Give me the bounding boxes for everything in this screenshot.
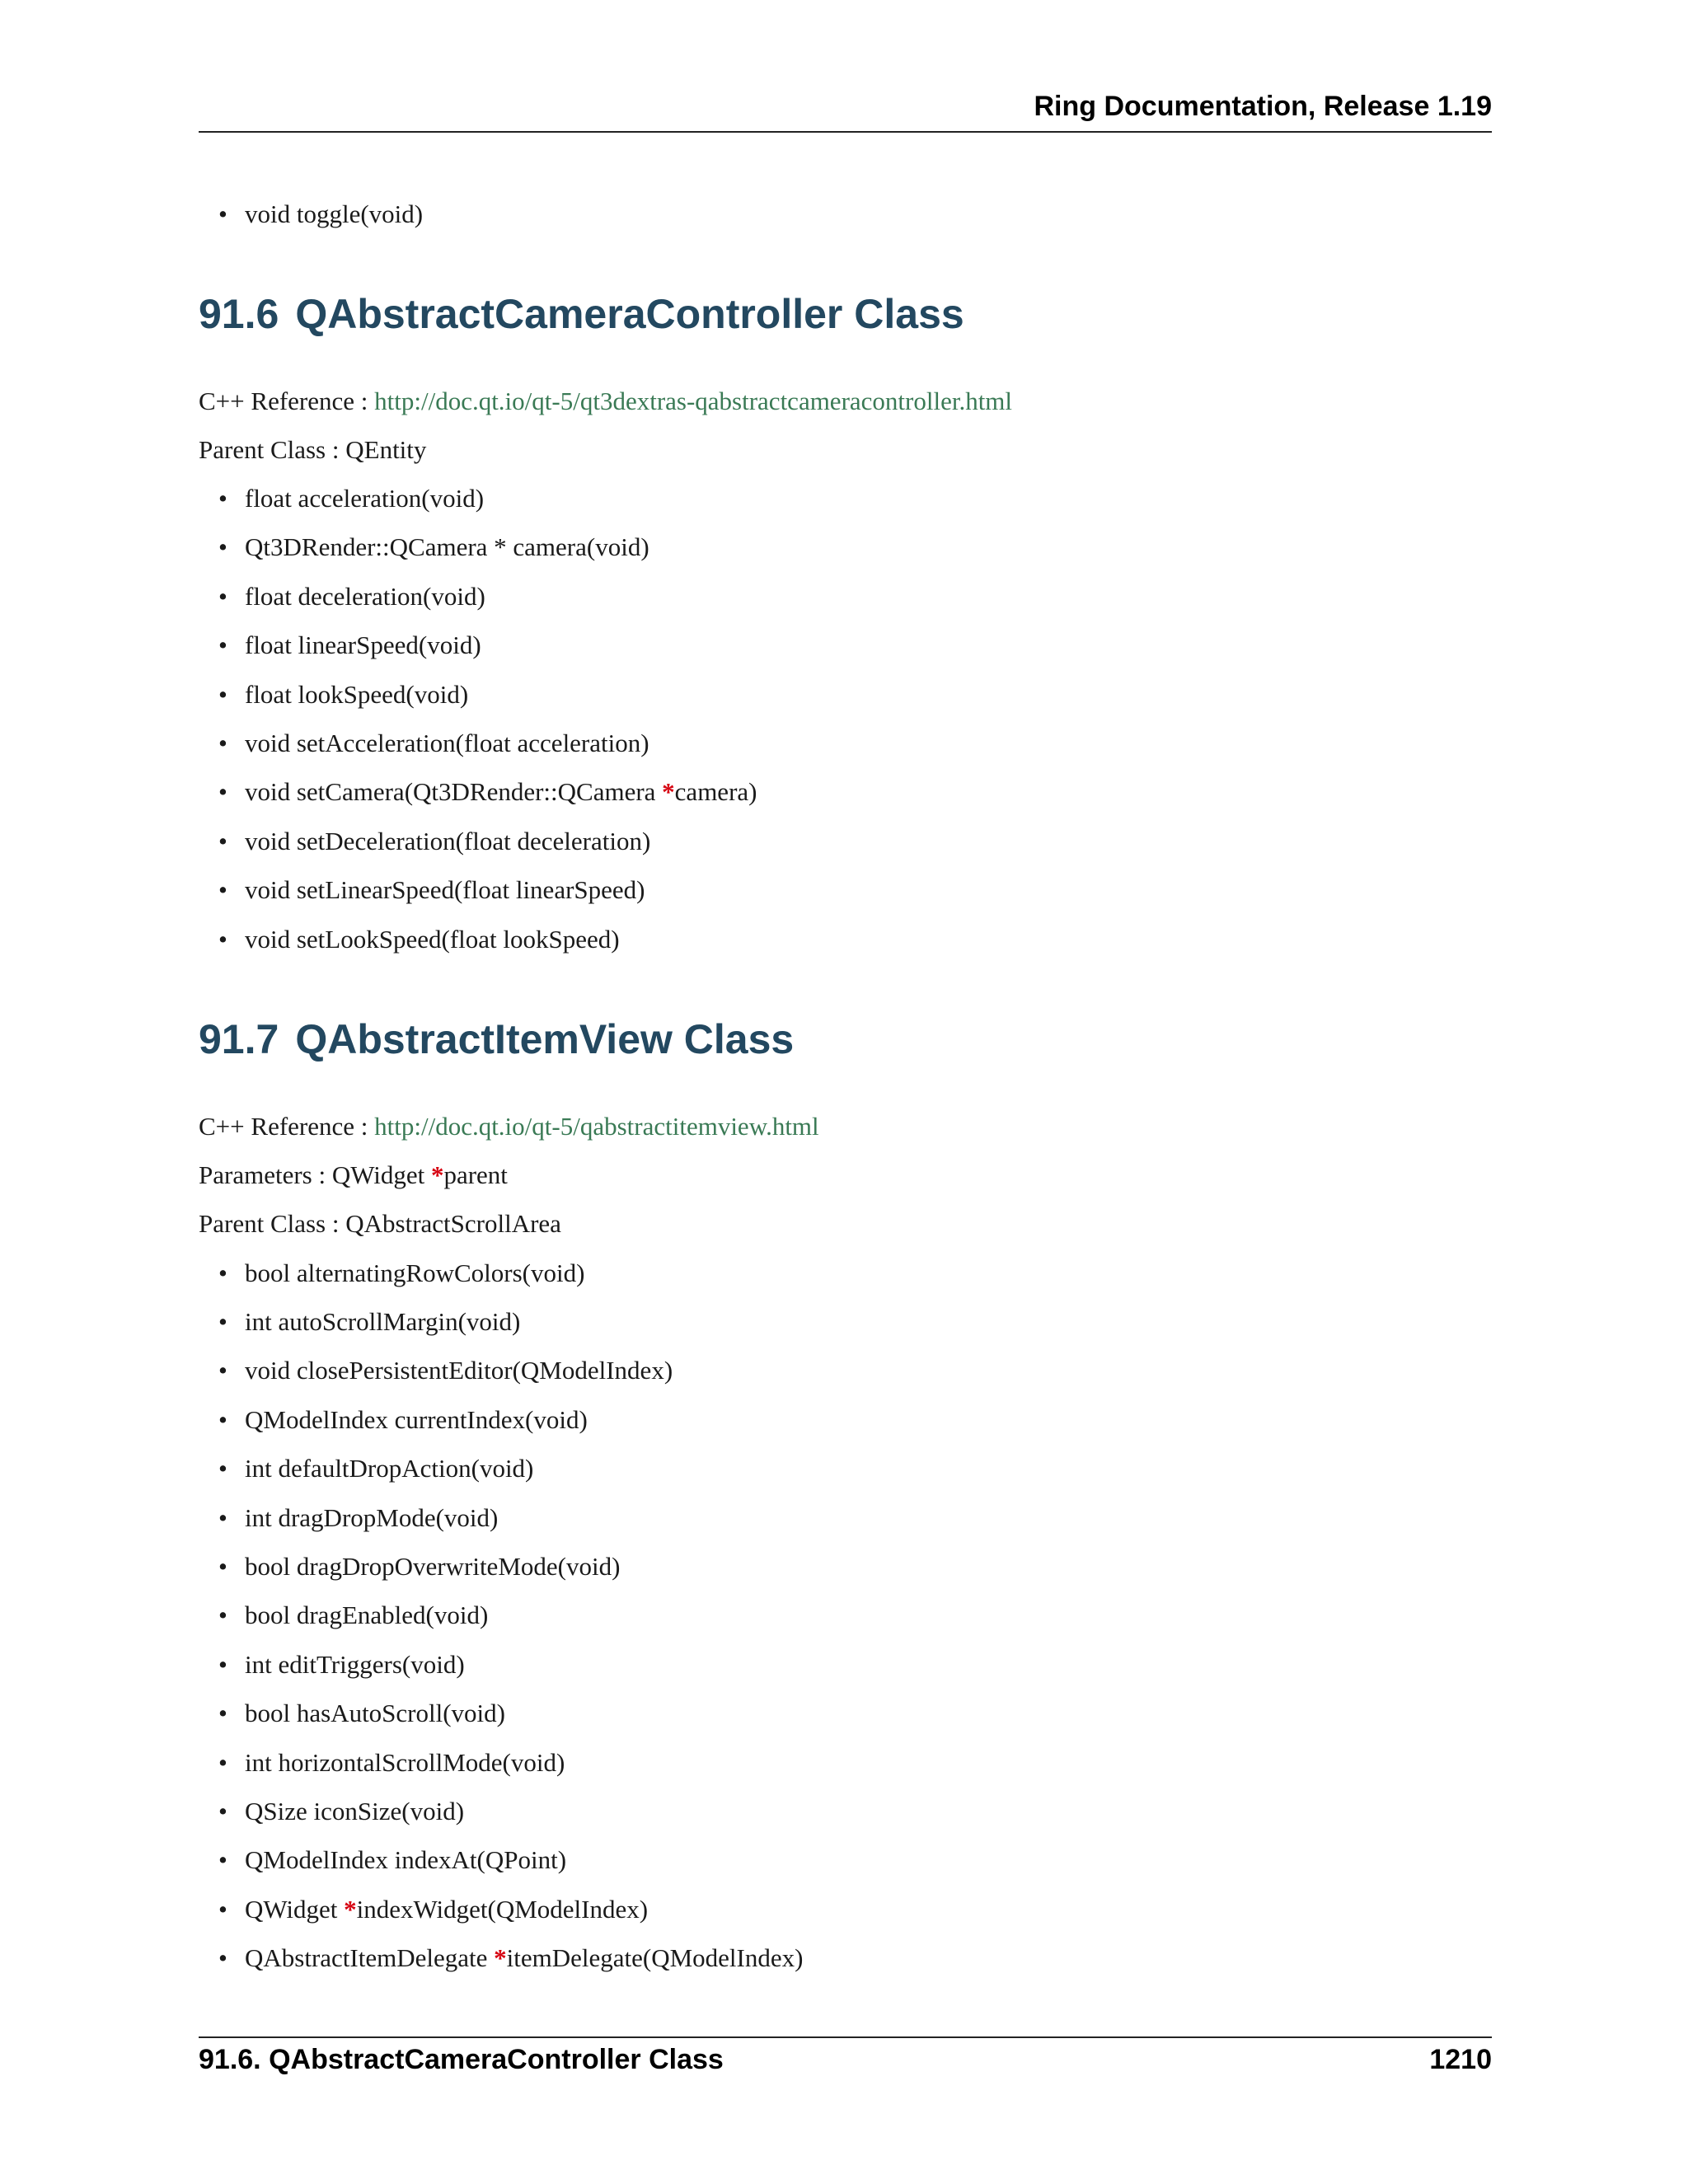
list-item: • float deceleration(void) bbox=[218, 582, 485, 611]
list-item: • QModelIndex currentIndex(void) bbox=[218, 1405, 588, 1434]
list-item: • void toggle(void) bbox=[218, 199, 424, 228]
running-header: Ring Documentation, Release 1.19 bbox=[1034, 91, 1492, 122]
cpp-reference-link[interactable]: http://doc.qt.io/qt-5/qt3dextras-qabstractcameracontroller.html bbox=[374, 387, 1013, 415]
cpp-reference-line: C++ Reference : http://doc.qt.io/qt-5/qabstractitemview.html bbox=[199, 1112, 819, 1141]
list-item: • bool hasAutoScroll(void) bbox=[218, 1699, 505, 1727]
section-heading-91-6: 91.6 QAbstractCameraController Class bbox=[199, 291, 964, 337]
parent-class-line: Parent Class : QAbstractScrollArea bbox=[199, 1209, 561, 1238]
parent-class-line: Parent Class : QEntity bbox=[199, 435, 427, 464]
list-item: • float lookSpeed(void) bbox=[218, 680, 469, 709]
cpp-reference-link[interactable]: http://doc.qt.io/qt-5/qabstractitemview.html bbox=[374, 1112, 819, 1141]
list-item: • bool dragDropOverwriteMode(void) bbox=[218, 1552, 621, 1581]
list-item: • QAbstractItemDelegate *itemDelegate(QModelIndex) bbox=[218, 1943, 804, 1972]
list-item: • QWidget *indexWidget(QModelIndex) bbox=[218, 1895, 649, 1924]
section-heading-91-7: 91.7 QAbstractItemView Class bbox=[199, 1016, 795, 1062]
cpp-reference-line: C++ Reference : http://doc.qt.io/qt-5/qt3dextras-qabstractcameracontroller.html bbox=[199, 387, 1013, 415]
list-item: • QSize iconSize(void) bbox=[218, 1797, 465, 1825]
header-rule bbox=[199, 131, 1492, 133]
list-item: • void setLinearSpeed(float linearSpeed) bbox=[218, 875, 645, 904]
footer-section-title: 91.6. QAbstractCameraController Class bbox=[199, 2044, 724, 2075]
list-item: • QModelIndex indexAt(QPoint) bbox=[218, 1845, 567, 1874]
list-item: • Qt3DRender::QCamera * camera(void) bbox=[218, 532, 649, 561]
list-item: • int editTriggers(void) bbox=[218, 1650, 465, 1679]
document-page bbox=[199, 0, 1492, 2184]
list-item: • void setAcceleration(float acceleration) bbox=[218, 729, 649, 757]
list-item: • bool alternatingRowColors(void) bbox=[218, 1258, 585, 1287]
footer-rule bbox=[199, 2036, 1492, 2038]
list-item: • void closePersistentEditor(QModelIndex) bbox=[218, 1356, 673, 1385]
page-number: 1210 bbox=[1429, 2044, 1492, 2075]
list-item: • int defaultDropAction(void) bbox=[218, 1454, 534, 1483]
list-item: • int horizontalScrollMode(void) bbox=[218, 1748, 565, 1777]
list-item: • void setDeceleration(float deceleration) bbox=[218, 827, 651, 855]
list-item: • float linearSpeed(void) bbox=[218, 630, 481, 659]
parameters-line: Parameters : QWidget *parent bbox=[199, 1160, 508, 1189]
list-item: • void setLookSpeed(float lookSpeed) bbox=[218, 925, 620, 954]
list-item: • int dragDropMode(void) bbox=[218, 1503, 499, 1532]
list-item: • int autoScrollMargin(void) bbox=[218, 1307, 521, 1336]
list-item: • float acceleration(void) bbox=[218, 484, 485, 513]
list-item: • bool dragEnabled(void) bbox=[218, 1601, 489, 1629]
list-item: • void setCamera(Qt3DRender::QCamera *camera) bbox=[218, 777, 757, 806]
